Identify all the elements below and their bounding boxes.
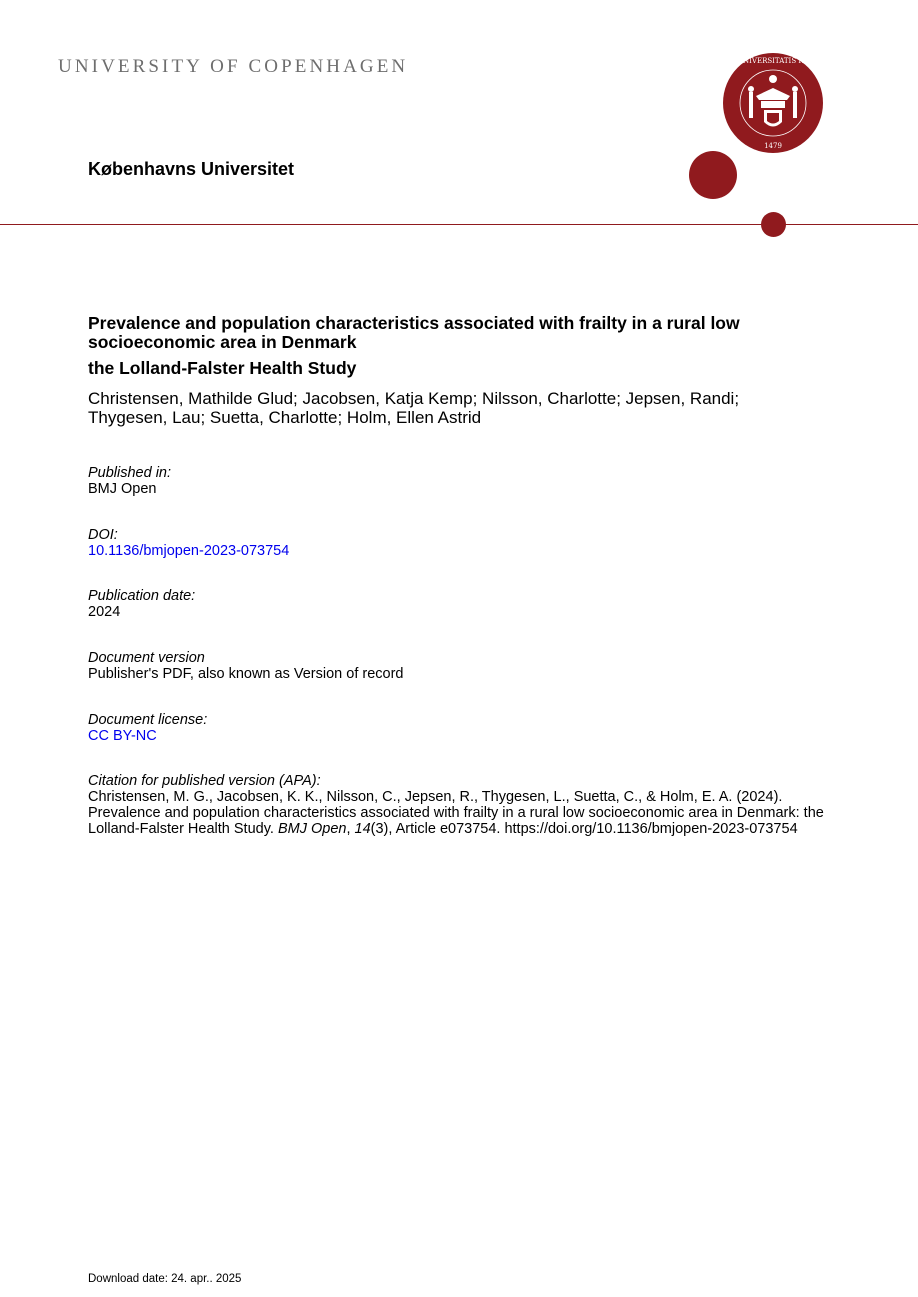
university-name-danish: Københavns Universitet: [88, 159, 295, 179]
citation-journal: BMJ Open: [277, 821, 347, 837]
document-license-label: Document license:: [88, 712, 208, 728]
decorative-dot-large: [689, 151, 737, 199]
citation-volume: 14: [354, 821, 371, 837]
published-in-value: BMJ Open: [88, 481, 157, 497]
university-name: UNIVERSITY OF COPENHAGEN: [58, 56, 409, 77]
document-version-field: [88, 650, 403, 682]
download-date: Download date: 24. apr.. 2025: [88, 1273, 242, 1285]
paper-subtitle: the Lolland-Falster Health Study: [88, 358, 357, 378]
publication-date-field: [88, 588, 195, 620]
published-in-field: [88, 465, 171, 497]
seal-year: 1479: [764, 142, 782, 150]
citation-body: Christensen, M. G., Jacobsen, K. K., Nilsson, C., Jepsen, R., Thygesen, L., Suetta, C., & Holm, E. A. (2024). Prevalence and population characteristics associated with frailty in a rural low socioeconomic area in Denmark: the Lolland-Falster Health Study.: [88, 789, 824, 837]
citation-field: [88, 773, 853, 837]
university-seal-logo: [699, 52, 847, 154]
document-version-value: Publisher's PDF, also known as Version of record: [88, 666, 404, 682]
decorative-dot-small: [761, 212, 786, 237]
published-in-label: Published in:: [88, 465, 172, 481]
author-list: Christensen, Mathilde Glud; Jacobsen, Katja Kemp; Nilsson, Charlotte; Jepsen, Randi; Thygesen, Lau; Suetta, Charlotte; Holm, Ellen Astrid: [88, 389, 740, 427]
doi-field: [88, 527, 289, 559]
citation-tail: (3), Article e073754. https://doi.org/10.1136/bmjopen-2023-073754: [370, 821, 798, 837]
document-version-label: Document version: [88, 650, 205, 666]
doi-label: DOI:: [88, 527, 118, 543]
doi-link[interactable]: 10.1136/bmjopen-2023-073754: [88, 543, 290, 559]
seal-text: SIGILLVM VNIVERSITATIS HAFNIENSIS: [699, 57, 847, 65]
publication-date-value: 2024: [88, 604, 121, 620]
citation-label: Citation for published version (APA):: [88, 773, 321, 789]
publication-date-label: Publication date:: [88, 588, 196, 604]
document-license-field: [88, 712, 207, 744]
paper-title: Prevalence and population characteristics associated with frailty in a rural low socioeconomic area in Denmark: [88, 313, 740, 352]
license-link[interactable]: CC BY-NC: [88, 728, 157, 744]
citation-text: Christensen, M. G., Jacobsen, K. K., Nilsson, C., Jepsen, R., Thygesen, L., Suetta, C., & Holm, E. A. (2024). Prevalence and population characteristics associated with frailty in a rural low socioeconomic area in Denmark: the Lolland-Falster Health Study. BMJ Open, 14(3), Article e073754. https://doi.org/10.1136/bmjopen-2023-073754: [88, 789, 824, 837]
